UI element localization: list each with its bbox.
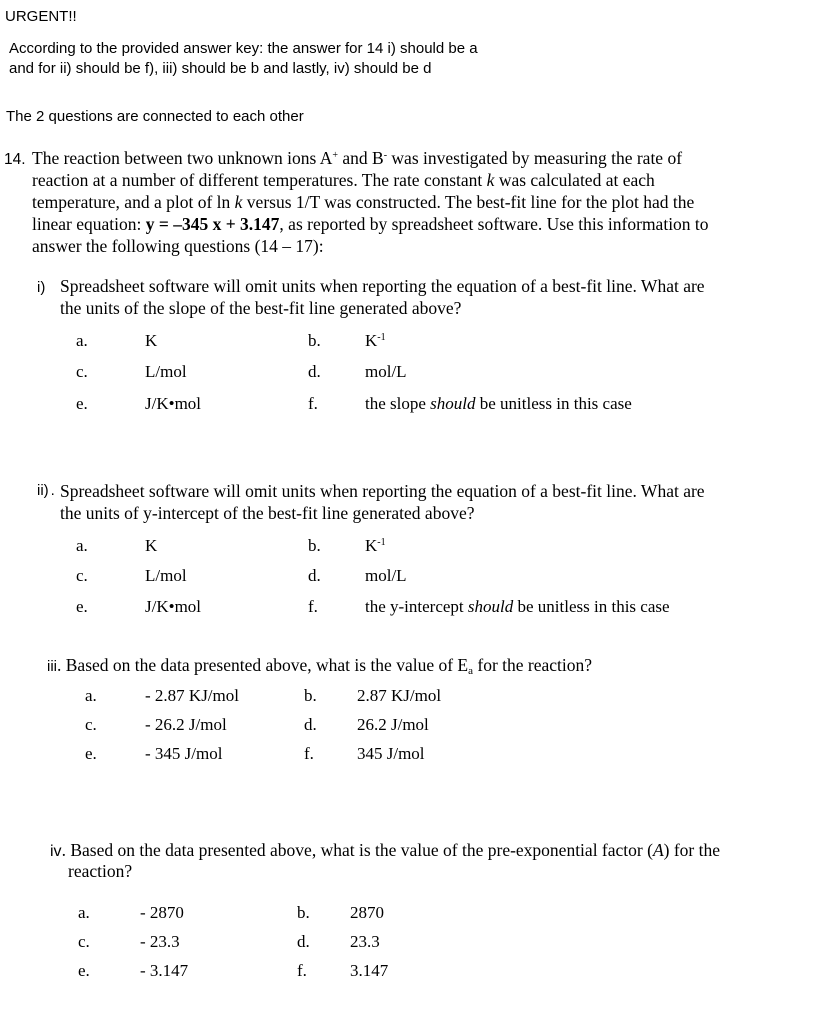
part-ii-option-e: J/K•mol (145, 597, 202, 616)
part-ii-text: Spreadsheet software will omit units when reporting the equation of a best-fit line. What are the units of y-intercept of the best-fit line generated above? (60, 481, 705, 523)
part-ii-option-a-label: a. (76, 536, 88, 555)
part-iii-option-d-label: d. (304, 715, 317, 734)
part-iv-question-line1: iv. Based on the data presented above, what is the value of the pre-exponential factor (A) for the (50, 840, 721, 860)
part-i-option-c-label: c. (76, 362, 88, 381)
question-14-text (32, 147, 804, 257)
part-iv-option-f: 3.147 (350, 961, 389, 980)
q14-line-1: The reaction between two unknown ions A+ and B- was investigated by measuring the rate of (32, 148, 683, 168)
part-iii-option-b-label: b. (304, 686, 317, 705)
part-ii-option-d-label: d. (308, 566, 321, 585)
part-i-option-a-label: a. (76, 331, 88, 350)
part-iv-option-b: 2870 (350, 903, 384, 922)
part-iv-option-a: - 2870 (140, 903, 184, 922)
part-iii-option-b: 2.87 KJ/mol (357, 686, 442, 705)
part-iii-option-f: 345 J/mol (357, 744, 425, 763)
part-iii-option-c-label: c. (85, 715, 97, 734)
part-iv-option-d: 23.3 (350, 932, 380, 951)
part-i-option-b-label: b. (308, 331, 321, 350)
part-i-option-f-label: f. (308, 394, 318, 413)
part-ii-number: ii) . (37, 482, 55, 499)
part-ii-option-c: L/mol (145, 566, 187, 585)
part-i-text: Spreadsheet software will omit units when reporting the equation of a best-fit line. What are the units of the slope of the best-fit line generated above? (60, 276, 705, 318)
part-i-number: i) (37, 279, 46, 296)
part-ii-option-f: the y-intercept should be unitless in this case (365, 597, 670, 616)
part-ii-option-a: K (145, 536, 158, 555)
part-i-option-d: mol/L (365, 362, 407, 381)
part-iv-option-e-label: e. (78, 961, 90, 980)
part-i-option-f: the slope should be unitless in this case (365, 394, 632, 413)
part-iv-option-e: - 3.147 (140, 961, 189, 980)
part-iv-question-line2: reaction? (68, 861, 133, 881)
q14-line-5: answer the following questions (14 – 17): (32, 236, 324, 256)
part-ii-option-b-label: b. (308, 536, 321, 555)
answer-key-note (9, 39, 478, 79)
part-i-option-c: L/mol (145, 362, 187, 381)
q14-line-3: temperature, and a plot of ln k versus 1/T was constructed. The best-fit line for the plot had the (32, 192, 695, 212)
connected-note: The 2 questions are connected to each other (6, 108, 304, 125)
part-ii-option-b: $K^{-1}$ (365, 536, 386, 555)
answer-key-note-line1: According to the provided answer key: the answer for 14 i) should be a (9, 40, 478, 57)
part-iv-option-c-label: c. (78, 932, 90, 951)
part-iv-option-f-label: f. (297, 961, 307, 980)
part-iv-option-b-label: b. (297, 903, 310, 922)
part-iii-option-e-label: e. (85, 744, 97, 763)
part-iii-option-c: - 26.2 J/mol (145, 715, 227, 734)
part-iv-option-d-label: d. (297, 932, 310, 951)
part-ii-option-f-label: f. (308, 597, 318, 616)
part-iv-option-a-label: a. (78, 903, 90, 922)
part-i-option-d-label: d. (308, 362, 321, 381)
part-iii-number: iii (47, 658, 57, 675)
part-iii-option-d: 26.2 J/mol (357, 715, 429, 734)
answer-key-note-line2: and for ii) should be f), iii) should be b and lastly, iv) should be d (9, 60, 432, 77)
part-ii-option-c-label: c. (76, 566, 88, 585)
part-i-option-e: J/K•mol (145, 394, 202, 413)
part-iii-option-a: - 2.87 KJ/mol (145, 686, 239, 705)
part-iii-question: iii. Based on the data presented above, what is the value of $E_a$ for the reaction? (47, 655, 593, 677)
part-ii-option-e-label: e. (76, 597, 88, 616)
part-i-option-b: $K^{-1}$ (365, 331, 386, 350)
urgent-heading: URGENT!! (5, 8, 77, 25)
part-iii-option-f-label: f. (304, 744, 314, 763)
question-number: 14. (4, 151, 26, 168)
q14-line-2: reaction at a number of different temperatures. The rate constant k was calculated at each (32, 170, 655, 190)
part-ii-option-d: mol/L (365, 566, 407, 585)
part-iii-option-a-label: a. (85, 686, 97, 705)
q14-line-4: linear equation: y = –345 x + 3.147, as reported by spreadsheet software. Use this information to (32, 214, 709, 234)
part-iii-option-e: - 345 J/mol (145, 744, 223, 763)
part-iv-number: iv (50, 843, 62, 860)
part-iv-option-c: - 23.3 (140, 932, 180, 951)
part-i-option-a: K (145, 331, 158, 350)
linear-equation: y = –345 x + 3.147 (145, 214, 280, 234)
part-i-option-e-label: e. (76, 394, 88, 413)
